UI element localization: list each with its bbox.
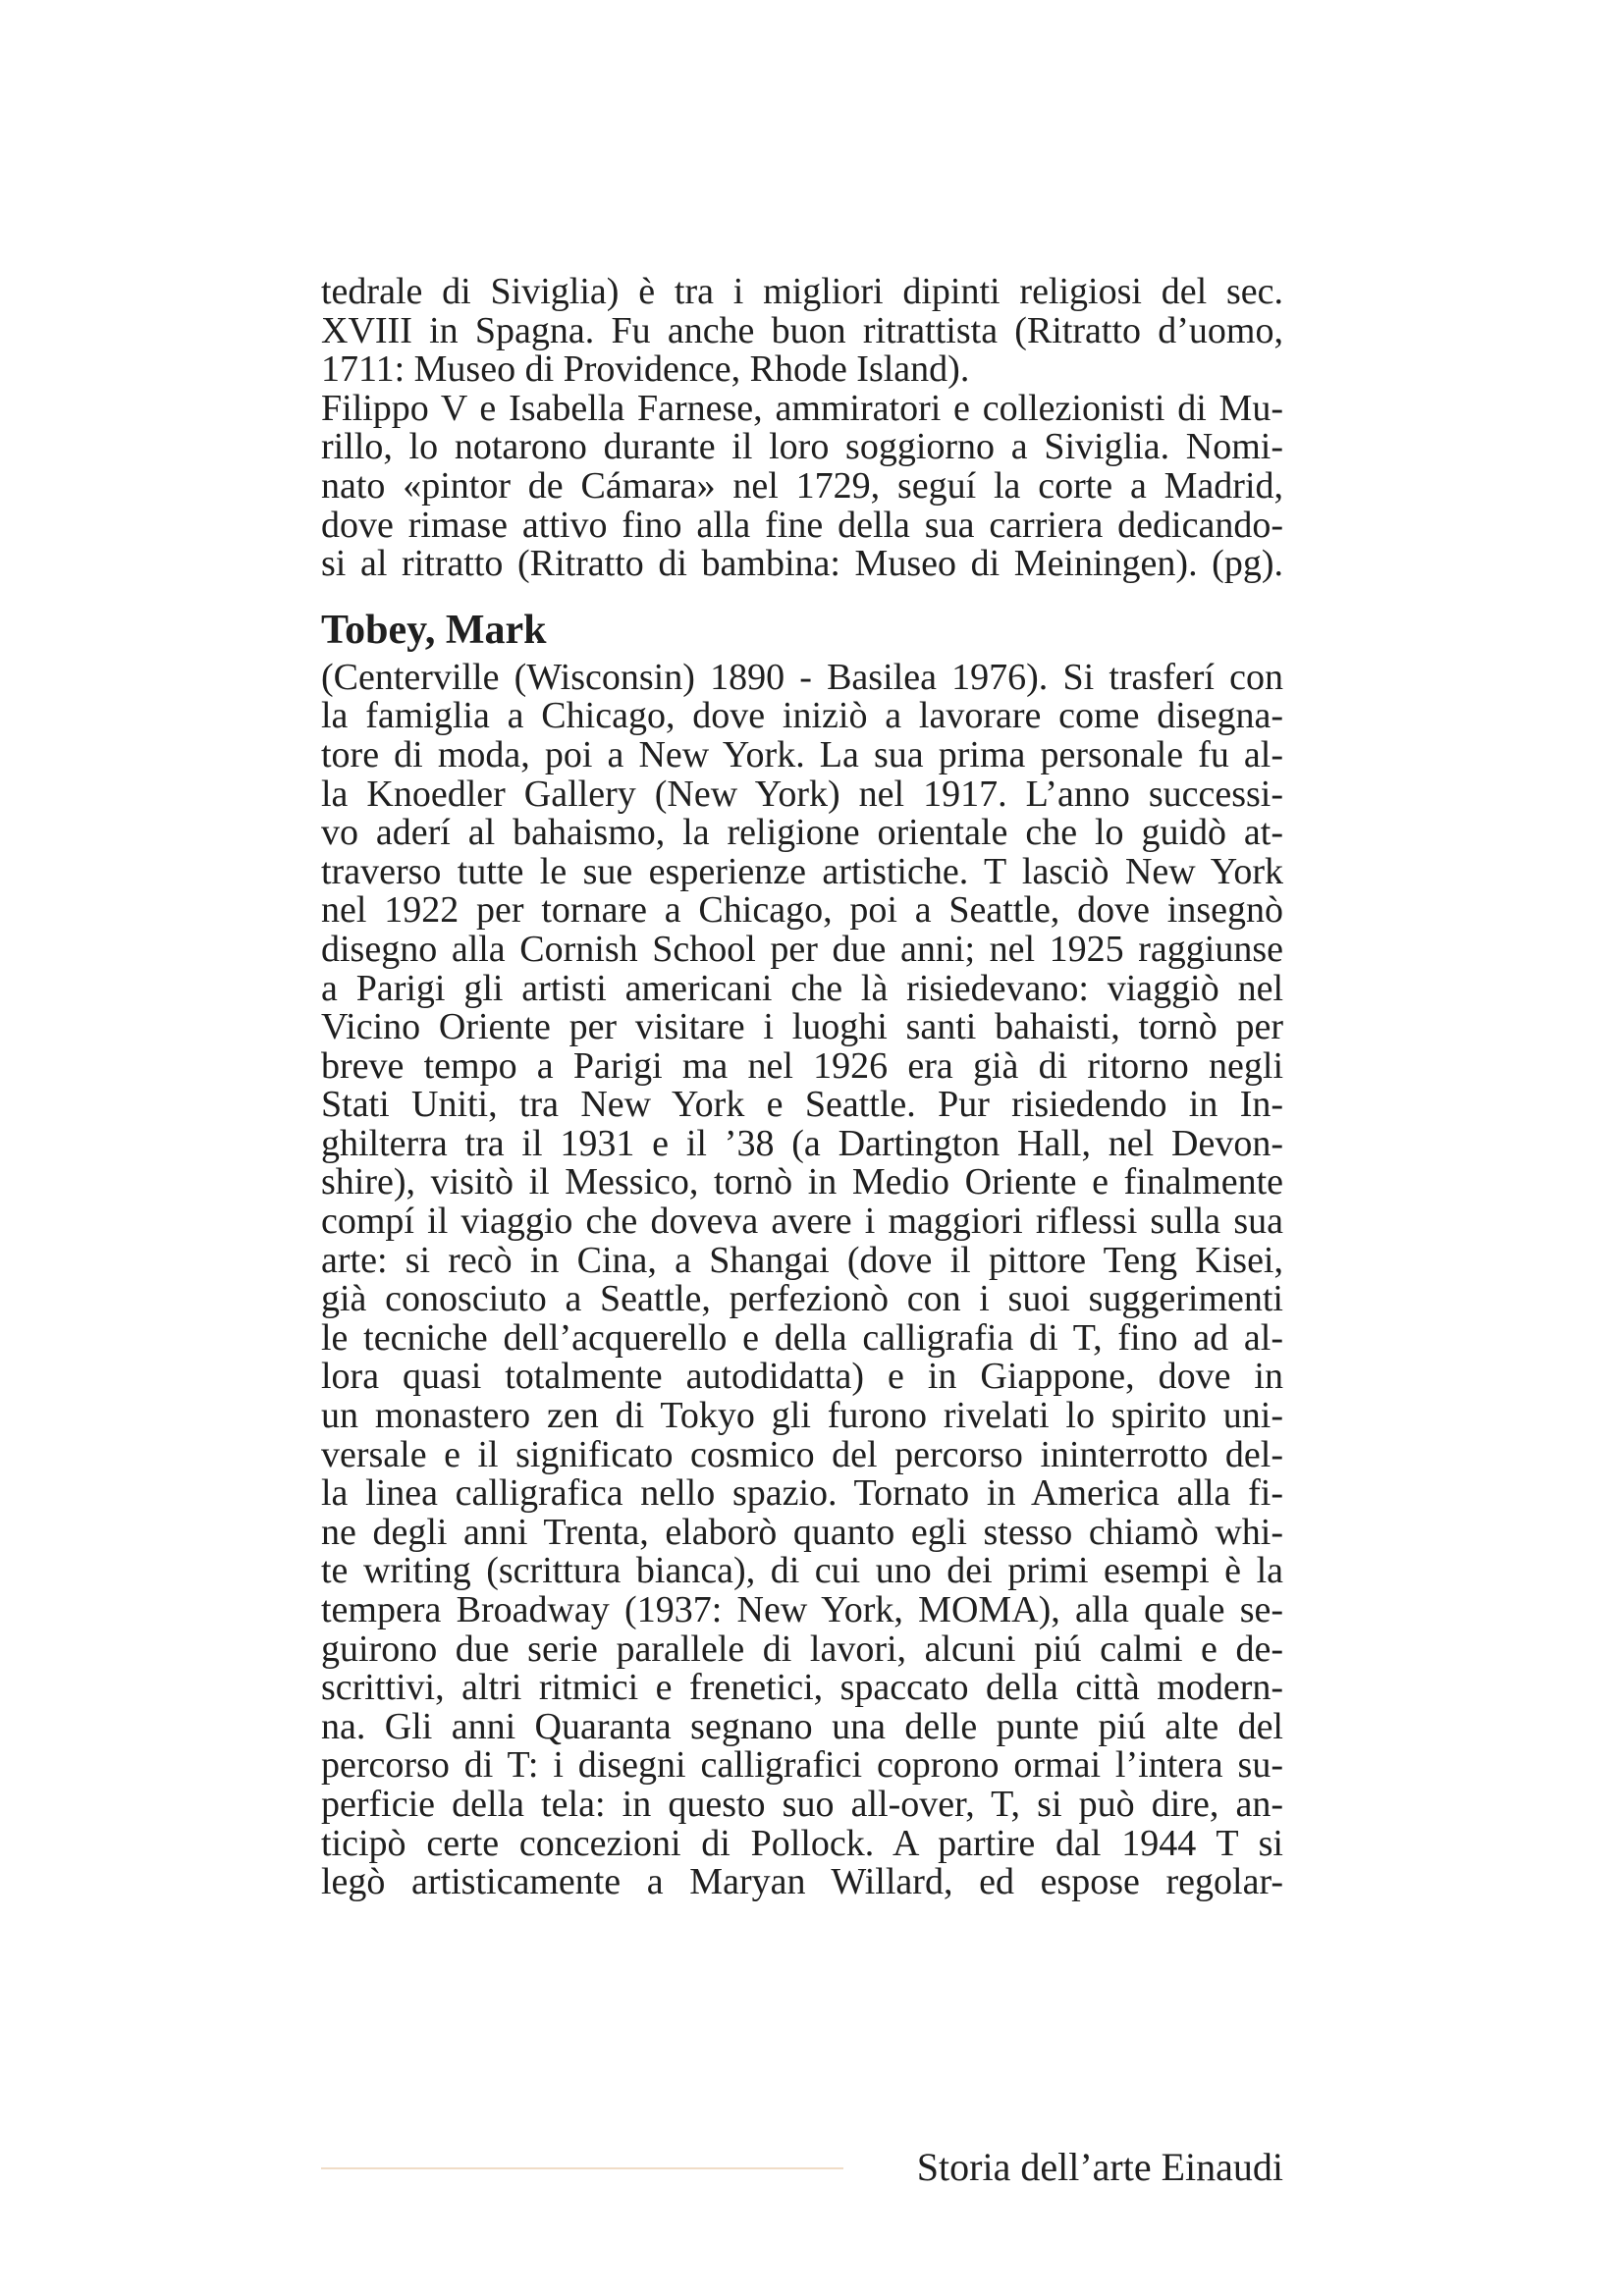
text-line: nel 1922 per tornare a Chicago, poi a Seattle, dove insegnò	[321, 889, 1283, 932]
text-line: un monastero zen di Tokyo gli furono rivelati lo spirito uni-	[321, 1395, 1283, 1437]
text-line: Vicino Oriente per visitare i luoghi santi bahaisti, tornò per	[321, 1006, 1283, 1048]
text-line: la linea calligrafica nello spazio. Tornato in America alla fi-	[321, 1472, 1283, 1515]
text-line: ticipò certe concezioni di Pollock. A partire dal 1944 T si	[321, 1822, 1283, 1864]
text-line: ghilterra tra il 1931 e il ’38 (a Dartington Hall, nel Devon-	[321, 1122, 1283, 1164]
text-line: si al ritratto (Ritratto di bambina: Museo di Meiningen). (pg).	[321, 543, 1283, 585]
footer-rule	[321, 2167, 843, 2169]
text-line: nato «pintor de Cámara» nel 1729, seguí la corte a Madrid,	[321, 464, 1283, 507]
text-line: percorso di T: i disegni calligrafici coprono ormai l’intera su-	[321, 1744, 1283, 1787]
text-line: rillo, lo notarono durante il loro soggiorno a Siviglia. Nomi-	[321, 426, 1283, 468]
text-line: breve tempo a Parigi ma nel 1926 era già di ritorno negli	[321, 1044, 1283, 1087]
text-line: lora quasi totalmente autodidatta) e in Giappone, dove in	[321, 1356, 1283, 1398]
text-line: na. Gli anni Quaranta segnano una delle punte piú alte del	[321, 1705, 1283, 1747]
text-line: la Knoedler Gallery (New York) nel 1917. L’anno successi-	[321, 773, 1283, 815]
text-line: Filippo V e Isabella Farnese, ammiratori e collezionisti di Mu-	[321, 387, 1283, 429]
text-column	[321, 273, 1283, 1902]
entry-title: Tobey, Mark	[321, 607, 547, 653]
text-line: Stati Uniti, tra New York e Seattle. Pur risiedendo in In-	[321, 1084, 1283, 1126]
text-line: shire), visitò il Messico, tornò in Medio Oriente e finalmente	[321, 1161, 1283, 1203]
text-line: compí il viaggio che doveva avere i maggiori riflessi sulla sua	[321, 1201, 1283, 1243]
text-line: disegno alla Cornish School per due anni; nel 1925 raggiunse	[321, 928, 1283, 970]
text-line: tempera Broadway (1937: New York, MOMA), alla quale se-	[321, 1589, 1283, 1630]
text-line: XVIII in Spagna. Fu anche buon ritrattista (Ritratto d’uomo,	[321, 309, 1283, 351]
text-line: ne degli anni Trenta, elaborò quanto egli stesso chiamò whi-	[321, 1511, 1283, 1553]
text-line: te writing (scrittura bianca), di cui uno dei primi esempi è la	[321, 1550, 1283, 1592]
text-line: arte: si recò in Cina, a Shangai (dove il pittore Teng Kisei,	[321, 1239, 1283, 1281]
text-line: 1711: Museo di Providence, Rhode Island).	[321, 348, 970, 391]
text-line: dove rimase attivo fino alla fine della sua carriera dedicando-	[321, 504, 1283, 546]
text-line: vo aderí al bahaismo, la religione orientale che lo guidò at-	[321, 812, 1283, 854]
text-line: tore di moda, poi a New York. La sua prima personale fu al-	[321, 733, 1283, 775]
page-footer	[321, 2144, 1283, 2193]
text-line: scrittivi, altri ritmici e frenetici, spaccato della città modern-	[321, 1667, 1283, 1709]
text-line: già conosciuto a Seattle, perfezionò con i suoi suggerimenti	[321, 1278, 1283, 1320]
text-line: traverso tutte le sue esperienze artistiche. T lasciò New York	[321, 850, 1283, 892]
text-line: (Centerville (Wisconsin) 1890 - Basilea 1976). Si trasferí con	[321, 656, 1283, 698]
publication-title: Storia dell’arte Einaudi	[916, 2145, 1283, 2189]
text-line: legò artisticamente a Maryan Willard, ed espose regolar-	[321, 1861, 1283, 1903]
text-line: le tecniche dell’acquerello e della calligrafia di T, fino ad al-	[321, 1316, 1283, 1359]
text-line: versale e il significato cosmico del percorso ininterrotto del-	[321, 1433, 1283, 1475]
text-line: guirono due serie parallele di lavori, alcuni piú calmi e de-	[321, 1628, 1283, 1670]
text-line: tedrale di Siviglia) è tra i migliori dipinti religiosi del sec.	[321, 271, 1283, 312]
encyclopedia-entry	[321, 606, 1283, 1902]
text-line: perficie della tela: in questo suo all-over, T, si può dire, an-	[321, 1783, 1283, 1825]
text-line: a Parigi gli artisti americani che là risiedevano: viaggiò nel	[321, 967, 1283, 1009]
previous-entry-continuation	[321, 273, 1283, 584]
text-line: la famiglia a Chicago, dove iniziò a lavorare come disegna-	[321, 695, 1283, 737]
